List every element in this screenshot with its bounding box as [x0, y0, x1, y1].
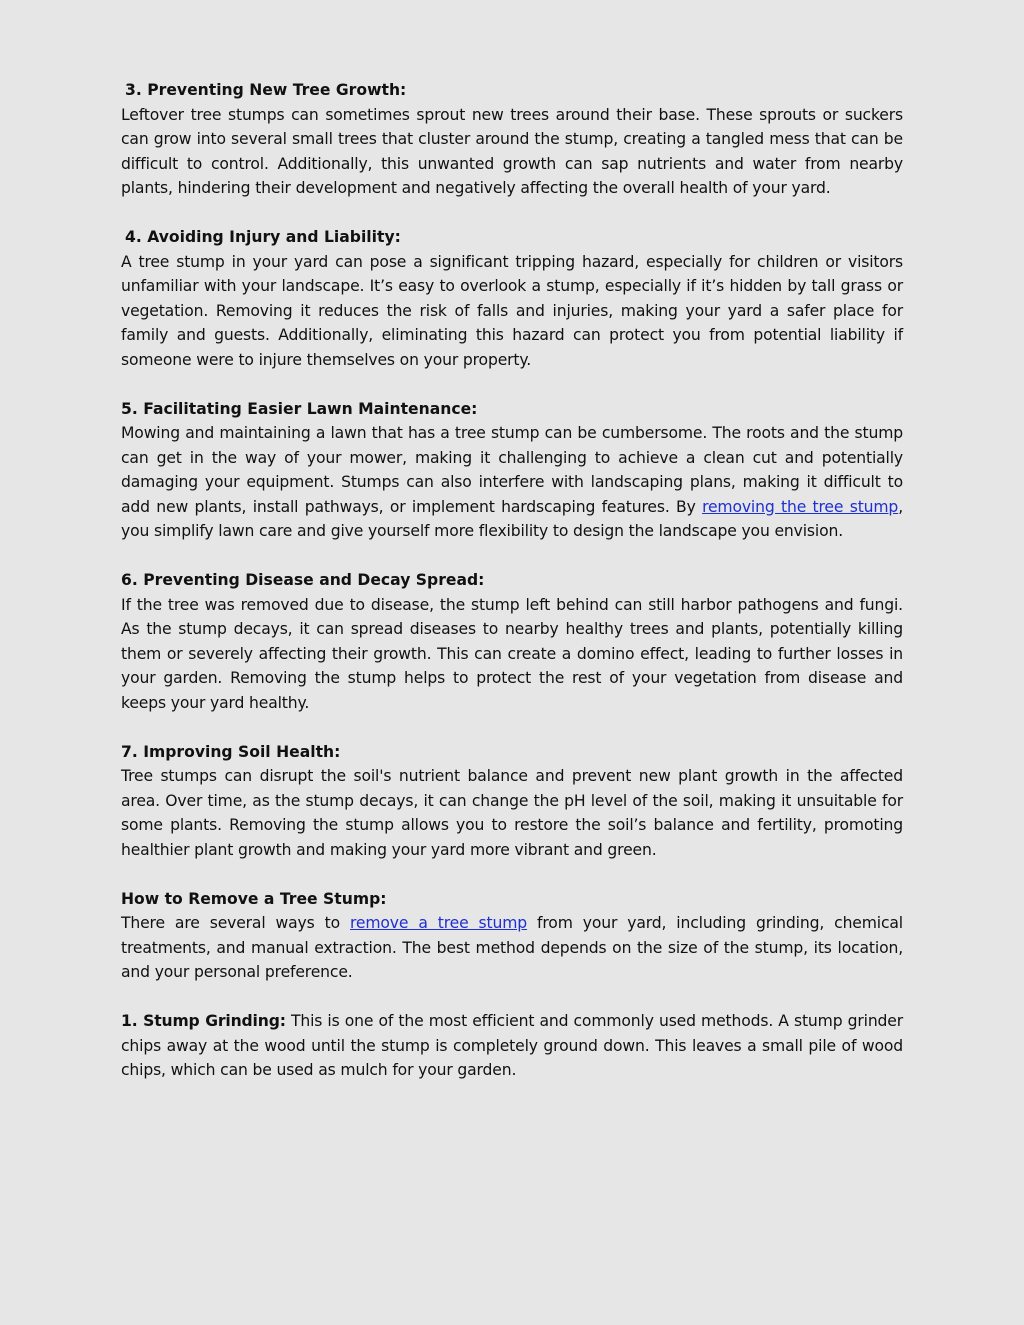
- section-heading: How to Remove a Tree Stump:: [121, 889, 387, 908]
- paragraph-text: , you simplify lawn care and give yourself more flexibility to design the landscape you envision.: [121, 497, 903, 540]
- section-soil-health: [121, 740, 903, 863]
- section-paragraph: [121, 911, 903, 985]
- paragraph-text: There are several ways to: [121, 914, 350, 932]
- removing-tree-stump-link[interactable]: removing the tree stump: [702, 497, 899, 516]
- section-paragraph: [121, 1009, 903, 1083]
- remove-tree-stump-link[interactable]: remove a tree stump: [350, 914, 528, 932]
- section-disease-decay: [121, 568, 903, 715]
- paragraph-text: from your yard, including grinding, chemical treatments, and manual extraction. The best method depends on the size of the stump, its location, and your personal preference.: [121, 914, 903, 981]
- section-preventing-new-growth: [121, 78, 903, 201]
- section-paragraph: If the tree was removed due to disease, the stump left behind can still harbor pathogens and fungi. As the stump decays, it can spread diseases to nearby healthy trees and plants, potentially killing them or severely affecting their growth. This can create a domino effect, leading to further losses in your garden. Removing the stump helps to protect the rest of your vegetation from disease and keeps your yard healthy.: [121, 595, 903, 712]
- paragraph-text: Mowing and maintaining a lawn that has a tree stump can be cumbersome. The roots and the stump can get in the way of your mower, making it challenging to achieve a clean cut and potentially damaging your equipment. Stumps can also interfere with landscaping plans, making it difficult to add new plants, install pathways, or implement hardscaping features. By: [121, 424, 903, 516]
- section-paragraph: [121, 421, 903, 544]
- section-heading: 7. Improving Soil Health:: [121, 742, 341, 761]
- paragraph-lead: 1. Stump Grinding:: [121, 1012, 286, 1030]
- section-heading: 3. Preventing New Tree Growth:: [125, 81, 407, 99]
- section-heading: 6. Preventing Disease and Decay Spread:: [121, 571, 485, 589]
- section-lawn-maintenance: [121, 397, 903, 544]
- section-heading: 5. Facilitating Easier Lawn Maintenance:: [121, 399, 478, 418]
- section-paragraph: A tree stump in your yard can pose a significant tripping hazard, especially for children or visitors unfamiliar with your landscape. It’s easy to overlook a stump, especially if it’s hidden by tall grass or vegetation. Removing it reduces the risk of falls and injuries, making your yard a safer place for family and guests. Additionally, eliminating this hazard can protect you from potential liability if someone were to injure themselves on your property.: [121, 252, 903, 369]
- section-heading: 4. Avoiding Injury and Liability:: [125, 228, 401, 246]
- section-paragraph: Tree stumps can disrupt the soil's nutrient balance and prevent new plant growth in the affected area. Over time, as the stump decays, it can change the pH level of the soil, making it unsuitable for some plants. Removing the stump allows you to restore the soil’s balance and fertility, promoting healthier plant growth and making your yard more vibrant and green.: [121, 767, 903, 859]
- section-paragraph: Leftover tree stumps can sometimes sprout new trees around their base. These sprouts or suckers can grow into several small trees that cluster around the stump, creating a tangled mess that can be difficult to control. Additionally, this unwanted growth can sap nutrients and water from nearby plants, hindering their development and negatively affecting the overall health of your yard.: [121, 105, 903, 197]
- section-how-to-remove: [121, 887, 903, 985]
- paragraph-text: This is one of the most efficient and commonly used methods. A stump grinder chips away at the wood until the stump is completely ground down. This leaves a small pile of wood chips, which can be used as mulch for your garden.: [121, 1012, 903, 1079]
- section-avoiding-injury: [121, 225, 903, 372]
- section-stump-grinding: [121, 1009, 903, 1083]
